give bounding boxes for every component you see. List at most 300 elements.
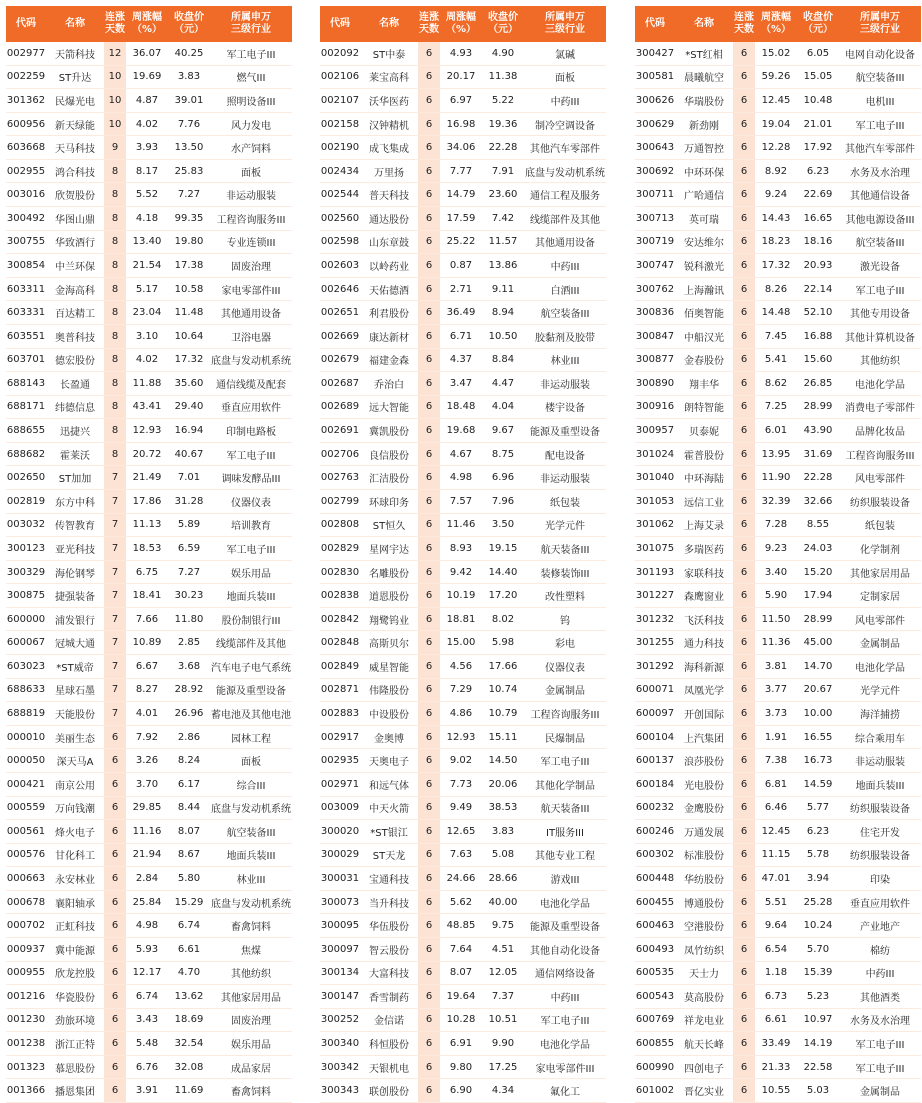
days-cell: 7 [104, 678, 126, 702]
close-price-cell: 17.20 [482, 584, 524, 608]
name-cell: 中设股份 [360, 702, 418, 726]
days-cell: 6 [418, 796, 440, 820]
industry-cell: 印染 [839, 867, 921, 891]
code-cell: 301232 [635, 607, 675, 631]
industry-cell: 电网自动化设备 [839, 42, 921, 65]
industry-cell: 白酒III [524, 277, 606, 301]
close-price-cell: 5.78 [797, 843, 839, 867]
weekly-change-cell: 14.48 [755, 301, 797, 325]
days-cell: 8 [104, 277, 126, 301]
header-weekly-change: 周涨幅 （%） [440, 6, 482, 42]
close-price-cell: 7.01 [168, 466, 210, 490]
industry-cell: 通信网络设备 [524, 961, 606, 985]
code-cell: 600302 [635, 843, 675, 867]
days-cell: 6 [104, 985, 126, 1009]
code-cell: 002977 [6, 42, 46, 65]
weekly-change-cell: 14.79 [440, 183, 482, 207]
days-cell: 6 [104, 961, 126, 985]
close-price-cell: 20.93 [797, 254, 839, 278]
name-cell: 万里扬 [360, 159, 418, 183]
close-price-cell: 6.59 [168, 537, 210, 561]
industry-cell: 工程咨询服务III [210, 207, 292, 231]
code-cell: 000421 [6, 772, 46, 796]
name-cell: 乔治白 [360, 372, 418, 396]
weekly-change-cell: 4.87 [126, 89, 168, 113]
name-cell: 锐科激光 [675, 254, 733, 278]
code-cell: 002190 [320, 136, 360, 160]
close-price-cell: 19.80 [168, 230, 210, 254]
days-cell: 10 [104, 65, 126, 89]
close-price-cell: 4.90 [482, 42, 524, 65]
close-price-cell: 11.48 [168, 301, 210, 325]
header-code: 代码 [635, 6, 675, 42]
table-row [6, 372, 292, 396]
days-cell: 8 [104, 372, 126, 396]
weekly-change-cell: 11.15 [755, 843, 797, 867]
days-cell: 6 [418, 961, 440, 985]
close-price-cell: 16.65 [797, 207, 839, 231]
code-cell: 300020 [320, 820, 360, 844]
code-cell: 000050 [6, 749, 46, 773]
table-row [320, 42, 606, 65]
weekly-change-cell: 7.66 [126, 607, 168, 631]
name-cell: 金鹰股份 [675, 796, 733, 820]
table-row [320, 277, 606, 301]
table-row [320, 1032, 606, 1056]
table-row [6, 584, 292, 608]
name-cell: 霍普股份 [675, 442, 733, 466]
name-cell: 华瓷股份 [46, 985, 104, 1009]
header-row [320, 6, 606, 42]
code-cell: 003032 [6, 513, 46, 537]
industry-cell: 娱乐用品 [210, 1032, 292, 1056]
code-cell: 600769 [635, 1008, 675, 1032]
industry-cell: 胶黏剂及胶带 [524, 324, 606, 348]
close-price-cell: 11.38 [482, 65, 524, 89]
weekly-change-cell: 19.64 [440, 985, 482, 1009]
close-price-cell: 7.37 [482, 985, 524, 1009]
industry-cell: 其他通信设备 [839, 183, 921, 207]
code-cell: 002687 [320, 372, 360, 396]
close-price-cell: 5.80 [168, 867, 210, 891]
code-cell: 688171 [6, 395, 46, 419]
industry-cell: 非运动服装 [839, 749, 921, 773]
industry-cell: 能源及重型设备 [210, 678, 292, 702]
code-cell: 002917 [320, 725, 360, 749]
days-cell: 6 [418, 230, 440, 254]
industry-cell: 其他汽车零部件 [524, 136, 606, 160]
close-price-cell: 14.19 [797, 1032, 839, 1056]
code-cell: 002849 [320, 655, 360, 679]
table-row [320, 348, 606, 372]
days-cell: 6 [418, 678, 440, 702]
name-cell: 汉钟精机 [360, 112, 418, 136]
name-cell: 莱宝高科 [360, 65, 418, 89]
industry-cell: 金属制品 [524, 678, 606, 702]
name-cell: 名雕股份 [360, 560, 418, 584]
name-cell: 祥龙电业 [675, 1008, 733, 1032]
header-code: 代码 [6, 6, 46, 42]
code-cell: 002679 [320, 348, 360, 372]
table-row [320, 159, 606, 183]
table-row [635, 1032, 921, 1056]
close-price-cell: 6.96 [482, 466, 524, 490]
weekly-change-cell: 8.27 [126, 678, 168, 702]
code-cell: 002434 [320, 159, 360, 183]
code-cell: 000955 [6, 961, 46, 985]
table-row [320, 537, 606, 561]
name-cell: ST加加 [46, 466, 104, 490]
code-cell: 002971 [320, 772, 360, 796]
weekly-change-cell: 9.49 [440, 796, 482, 820]
weekly-change-cell: 43.41 [126, 395, 168, 419]
table-row [6, 914, 292, 938]
table-row [635, 183, 921, 207]
weekly-change-cell: 1.18 [755, 961, 797, 985]
name-cell: 上海瀚讯 [675, 277, 733, 301]
table-row [6, 489, 292, 513]
days-cell: 6 [418, 136, 440, 160]
weekly-change-cell: 5.41 [755, 348, 797, 372]
days-cell: 7 [104, 466, 126, 490]
days-cell: 6 [104, 867, 126, 891]
name-cell: 智云股份 [360, 937, 418, 961]
industry-cell: 化学制剂 [839, 537, 921, 561]
weekly-change-cell: 12.28 [755, 136, 797, 160]
close-price-cell: 40.67 [168, 442, 210, 466]
table-row [635, 230, 921, 254]
table-row [635, 65, 921, 89]
weekly-change-cell: 17.59 [440, 207, 482, 231]
table-row [320, 1079, 606, 1103]
industry-cell: 其他纺织 [839, 348, 921, 372]
code-cell: 300762 [635, 277, 675, 301]
industry-cell: 激光设备 [839, 254, 921, 278]
code-cell: 301075 [635, 537, 675, 561]
name-cell: 贝泰妮 [675, 419, 733, 443]
industry-cell: 能源及重型设备 [524, 419, 606, 443]
close-price-cell: 17.32 [168, 348, 210, 372]
weekly-change-cell: 4.67 [440, 442, 482, 466]
days-cell: 6 [733, 442, 755, 466]
days-cell: 10 [104, 112, 126, 136]
industry-cell: 民爆制品 [524, 725, 606, 749]
table-row [320, 65, 606, 89]
industry-cell: 棉纺 [839, 937, 921, 961]
close-price-cell: 10.79 [482, 702, 524, 726]
days-cell: 6 [418, 277, 440, 301]
name-cell: *ST威帝 [46, 655, 104, 679]
days-cell: 6 [418, 655, 440, 679]
industry-cell: 仪器仪表 [524, 655, 606, 679]
days-cell: 6 [733, 725, 755, 749]
code-cell: 600455 [635, 890, 675, 914]
code-cell: 002106 [320, 65, 360, 89]
close-price-cell: 22.14 [797, 277, 839, 301]
days-cell: 6 [733, 254, 755, 278]
weekly-change-cell: 3.93 [126, 136, 168, 160]
close-price-cell: 19.15 [482, 537, 524, 561]
close-price-cell: 17.92 [797, 136, 839, 160]
code-cell: 300340 [320, 1032, 360, 1056]
industry-cell: 其他自动化设备 [524, 937, 606, 961]
days-cell: 6 [418, 1008, 440, 1032]
stock-table-1 [6, 6, 292, 1103]
weekly-change-cell: 18.23 [755, 230, 797, 254]
weekly-change-cell: 18.41 [126, 584, 168, 608]
code-cell: 600956 [6, 112, 46, 136]
close-price-cell: 5.70 [797, 937, 839, 961]
table-row [6, 1032, 292, 1056]
name-cell: 天奥电子 [360, 749, 418, 773]
code-cell: 300134 [320, 961, 360, 985]
close-price-cell: 32.08 [168, 1055, 210, 1079]
table-row [6, 725, 292, 749]
close-price-cell: 3.83 [168, 65, 210, 89]
weekly-change-cell: 2.84 [126, 867, 168, 891]
code-cell: 688682 [6, 442, 46, 466]
days-cell: 6 [733, 324, 755, 348]
weekly-change-cell: 7.28 [755, 513, 797, 537]
header-name: 名称 [360, 6, 418, 42]
industry-cell: 其他纺织 [210, 961, 292, 985]
table-row [6, 112, 292, 136]
days-cell: 7 [104, 513, 126, 537]
name-cell: 长盈通 [46, 372, 104, 396]
days-cell: 7 [104, 702, 126, 726]
weekly-change-cell: 4.56 [440, 655, 482, 679]
industry-cell: 娱乐用品 [210, 560, 292, 584]
name-cell: 上海艾录 [675, 513, 733, 537]
industry-cell: 燃气III [210, 65, 292, 89]
name-cell: 香雪制药 [360, 985, 418, 1009]
name-cell: 万通智控 [675, 136, 733, 160]
name-cell: 奥普科技 [46, 324, 104, 348]
days-cell: 6 [418, 843, 440, 867]
weekly-change-cell: 17.86 [126, 489, 168, 513]
name-cell: 百达精工 [46, 301, 104, 325]
weekly-change-cell: 10.19 [440, 584, 482, 608]
close-price-cell: 18.16 [797, 230, 839, 254]
weekly-change-cell: 6.73 [755, 985, 797, 1009]
code-cell: 301062 [635, 513, 675, 537]
table-row [320, 702, 606, 726]
name-cell: 永安林业 [46, 867, 104, 891]
name-cell: 美丽生态 [46, 725, 104, 749]
table-row [320, 607, 606, 631]
weekly-change-cell: 7.73 [440, 772, 482, 796]
industry-cell: 专业连锁III [210, 230, 292, 254]
table-row [320, 89, 606, 113]
industry-cell: 制冷空调设备 [524, 112, 606, 136]
days-cell: 6 [418, 584, 440, 608]
industry-cell: 纺织服装设备 [839, 796, 921, 820]
stock-table [320, 6, 606, 1103]
weekly-change-cell: 12.45 [755, 89, 797, 113]
close-price-cell: 17.38 [168, 254, 210, 278]
days-cell: 6 [733, 772, 755, 796]
close-price-cell: 15.20 [797, 560, 839, 584]
weekly-change-cell: 24.66 [440, 867, 482, 891]
close-price-cell: 3.50 [482, 513, 524, 537]
code-cell: 600535 [635, 961, 675, 985]
table-row [635, 890, 921, 914]
code-cell: 001323 [6, 1055, 46, 1079]
industry-cell: 其他化学制品 [524, 772, 606, 796]
industry-cell: 通信工程及服务 [524, 183, 606, 207]
days-cell: 6 [733, 159, 755, 183]
table-row [6, 1079, 292, 1103]
weekly-change-cell: 5.93 [126, 937, 168, 961]
industry-cell: 综合III [210, 772, 292, 796]
name-cell: 安达维尔 [675, 230, 733, 254]
close-price-cell: 6.05 [797, 42, 839, 65]
close-price-cell: 14.50 [482, 749, 524, 773]
days-cell: 6 [733, 560, 755, 584]
code-cell: 600246 [635, 820, 675, 844]
weekly-change-cell: 19.04 [755, 112, 797, 136]
close-price-cell: 7.76 [168, 112, 210, 136]
table-row [635, 254, 921, 278]
weekly-change-cell: 6.90 [440, 1079, 482, 1103]
name-cell: 家联科技 [675, 560, 733, 584]
code-cell: 600543 [635, 985, 675, 1009]
name-cell: 普天科技 [360, 183, 418, 207]
name-cell: 金信诺 [360, 1008, 418, 1032]
close-price-cell: 3.83 [482, 820, 524, 844]
industry-cell: 其他计算机设备 [839, 324, 921, 348]
industry-cell: 航空装备III [210, 820, 292, 844]
industry-cell: 风电零部件 [839, 466, 921, 490]
industry-cell: 底盘与发动机系统 [524, 159, 606, 183]
close-price-cell: 26.96 [168, 702, 210, 726]
days-cell: 6 [733, 843, 755, 867]
close-price-cell: 11.80 [168, 607, 210, 631]
table-row [320, 796, 606, 820]
name-cell: 高斯贝尔 [360, 631, 418, 655]
days-cell: 6 [733, 419, 755, 443]
table-row [320, 442, 606, 466]
name-cell: 天马科技 [46, 136, 104, 160]
close-price-cell: 35.60 [168, 372, 210, 396]
close-price-cell: 13.86 [482, 254, 524, 278]
code-cell: 001366 [6, 1079, 46, 1103]
weekly-change-cell: 6.61 [755, 1008, 797, 1032]
table-row [6, 136, 292, 160]
industry-cell: 军工电子III [839, 1032, 921, 1056]
close-price-cell: 8.75 [482, 442, 524, 466]
name-cell: 天能股份 [46, 702, 104, 726]
name-cell: 翔鹭钨业 [360, 607, 418, 631]
weekly-change-cell: 4.18 [126, 207, 168, 231]
days-cell: 8 [104, 207, 126, 231]
weekly-change-cell: 7.63 [440, 843, 482, 867]
table-row [320, 631, 606, 655]
code-cell: 301040 [635, 466, 675, 490]
code-cell: 600855 [635, 1032, 675, 1056]
days-cell: 6 [418, 159, 440, 183]
close-price-cell: 8.84 [482, 348, 524, 372]
weekly-change-cell: 9.24 [755, 183, 797, 207]
days-cell: 7 [104, 655, 126, 679]
close-price-cell: 5.22 [482, 89, 524, 113]
table-row [6, 1008, 292, 1032]
code-cell: 300875 [6, 584, 46, 608]
close-price-cell: 28.99 [797, 607, 839, 631]
name-cell: 金奥博 [360, 725, 418, 749]
weekly-change-cell: 13.40 [126, 230, 168, 254]
code-cell: 600990 [635, 1055, 675, 1079]
name-cell: 沃华医药 [360, 89, 418, 113]
industry-cell: 中药III [524, 89, 606, 113]
name-cell: 威星智能 [360, 655, 418, 679]
name-cell: 德宏股份 [46, 348, 104, 372]
code-cell: 002669 [320, 324, 360, 348]
name-cell: 烽火电子 [46, 820, 104, 844]
weekly-change-cell: 16.98 [440, 112, 482, 136]
weekly-change-cell: 48.85 [440, 914, 482, 938]
table-row [6, 65, 292, 89]
code-cell: 300095 [320, 914, 360, 938]
close-price-cell: 16.55 [797, 725, 839, 749]
code-cell: 000678 [6, 890, 46, 914]
industry-cell: 电池化学品 [839, 655, 921, 679]
name-cell: 新天绿能 [46, 112, 104, 136]
name-cell: 标准股份 [675, 843, 733, 867]
name-cell: 通达股份 [360, 207, 418, 231]
weekly-change-cell: 9.42 [440, 560, 482, 584]
code-cell: 002259 [6, 65, 46, 89]
code-cell: 301255 [635, 631, 675, 655]
industry-cell: 金属制品 [839, 631, 921, 655]
weekly-change-cell: 6.91 [440, 1032, 482, 1056]
code-cell: 000937 [6, 937, 46, 961]
industry-cell: 其他汽车零部件 [839, 136, 921, 160]
close-price-cell: 21.01 [797, 112, 839, 136]
name-cell: 天士力 [675, 961, 733, 985]
name-cell: 科恒股份 [360, 1032, 418, 1056]
name-cell: 华瑞股份 [675, 89, 733, 113]
weekly-change-cell: 11.36 [755, 631, 797, 655]
code-cell: 300877 [635, 348, 675, 372]
weekly-change-cell: 3.10 [126, 324, 168, 348]
weekly-change-cell: 3.91 [126, 1079, 168, 1103]
table-row [6, 890, 292, 914]
days-cell: 10 [104, 89, 126, 113]
close-price-cell: 8.24 [168, 749, 210, 773]
weekly-change-cell: 3.70 [126, 772, 168, 796]
code-cell: 003009 [320, 796, 360, 820]
weekly-change-cell: 3.26 [126, 749, 168, 773]
close-price-cell: 3.94 [797, 867, 839, 891]
name-cell: 迅捷兴 [46, 419, 104, 443]
code-cell: 300629 [635, 112, 675, 136]
name-cell: 四创电子 [675, 1055, 733, 1079]
header-days: 连涨 天数 [418, 6, 440, 42]
industry-cell: 非运动服装 [210, 183, 292, 207]
weekly-change-cell: 6.71 [440, 324, 482, 348]
close-price-cell: 6.23 [797, 159, 839, 183]
weekly-change-cell: 6.54 [755, 937, 797, 961]
name-cell: 通力科技 [675, 631, 733, 655]
name-cell: 华致酒行 [46, 230, 104, 254]
days-cell: 6 [733, 513, 755, 537]
close-price-cell: 10.74 [482, 678, 524, 702]
close-price-cell: 10.50 [482, 324, 524, 348]
code-cell: 002848 [320, 631, 360, 655]
table-row [635, 607, 921, 631]
close-price-cell: 8.94 [482, 301, 524, 325]
